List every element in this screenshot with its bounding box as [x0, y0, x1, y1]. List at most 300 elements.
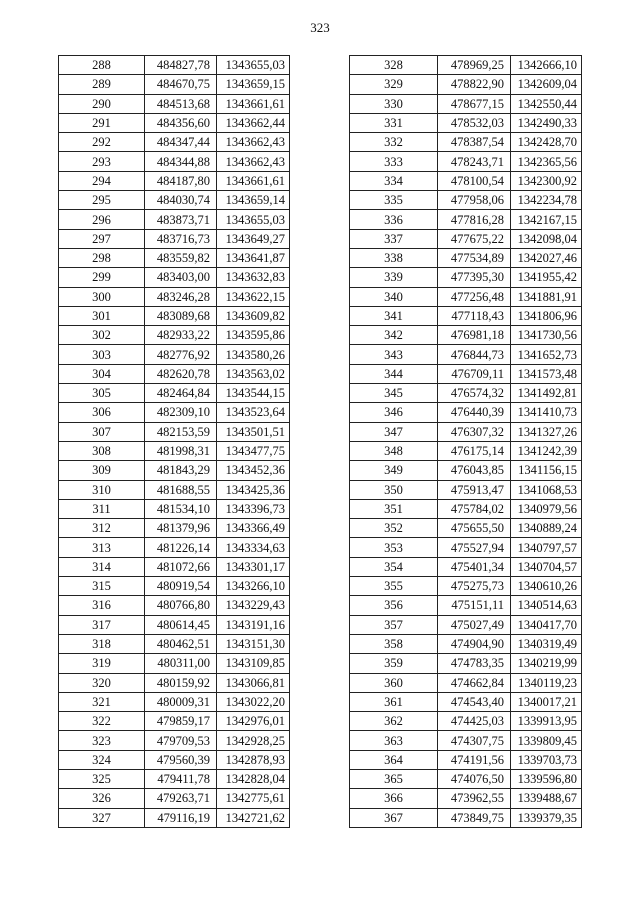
y-coordinate-cell: 1342428,70 [511, 133, 582, 152]
point-number-cell: 309 [59, 461, 145, 480]
point-number-cell: 345 [350, 384, 438, 403]
table-row [59, 287, 290, 306]
y-coordinate-cell: 1340704,57 [511, 557, 582, 576]
y-coordinate-cell: 1339913,95 [511, 712, 582, 731]
x-coordinate-cell: 475527,94 [438, 538, 511, 557]
x-coordinate-cell: 474662,84 [438, 673, 511, 692]
x-coordinate-cell: 483559,82 [145, 248, 217, 267]
table-row [350, 210, 582, 229]
y-coordinate-cell: 1343662,43 [217, 152, 290, 171]
x-coordinate-cell: 484347,44 [145, 133, 217, 152]
point-number-cell: 342 [350, 326, 438, 345]
table-row [59, 519, 290, 538]
point-number-cell: 339 [350, 268, 438, 287]
table-row [59, 422, 290, 441]
table-row [350, 538, 582, 557]
point-number-cell: 332 [350, 133, 438, 152]
table-row [350, 422, 582, 441]
point-number-cell: 351 [350, 499, 438, 518]
point-number-cell: 293 [59, 152, 145, 171]
table-row [350, 171, 582, 190]
y-coordinate-cell: 1341806,96 [511, 306, 582, 325]
x-coordinate-cell: 474191,56 [438, 750, 511, 769]
table-row [59, 480, 290, 499]
table-row [59, 769, 290, 788]
y-coordinate-cell: 1343452,36 [217, 461, 290, 480]
point-number-cell: 302 [59, 326, 145, 345]
y-coordinate-cell: 1340514,63 [511, 596, 582, 615]
table-row [350, 634, 582, 653]
x-coordinate-cell: 484827,78 [145, 56, 217, 75]
point-number-cell: 335 [350, 191, 438, 210]
x-coordinate-cell: 478532,03 [438, 113, 511, 132]
point-number-cell: 361 [350, 692, 438, 711]
x-coordinate-cell: 481843,29 [145, 461, 217, 480]
table-row [59, 615, 290, 634]
x-coordinate-cell: 480009,31 [145, 692, 217, 711]
y-coordinate-cell: 1343151,30 [217, 634, 290, 653]
x-coordinate-cell: 480159,92 [145, 673, 217, 692]
x-coordinate-cell: 484030,74 [145, 191, 217, 210]
x-coordinate-cell: 479709,53 [145, 731, 217, 750]
point-number-cell: 305 [59, 384, 145, 403]
x-coordinate-cell: 474783,35 [438, 654, 511, 673]
table-row [350, 654, 582, 673]
y-coordinate-cell: 1341327,26 [511, 422, 582, 441]
point-number-cell: 348 [350, 441, 438, 460]
table-row [59, 56, 290, 75]
y-coordinate-cell: 1342234,78 [511, 191, 582, 210]
point-number-cell: 303 [59, 345, 145, 364]
y-coordinate-cell: 1343301,17 [217, 557, 290, 576]
y-coordinate-cell: 1340119,23 [511, 673, 582, 692]
table-row [59, 113, 290, 132]
x-coordinate-cell: 481072,66 [145, 557, 217, 576]
point-number-cell: 346 [350, 403, 438, 422]
point-number-cell: 341 [350, 306, 438, 325]
y-coordinate-cell: 1339703,73 [511, 750, 582, 769]
x-coordinate-cell: 476440,39 [438, 403, 511, 422]
point-number-cell: 344 [350, 364, 438, 383]
x-coordinate-cell: 483873,71 [145, 210, 217, 229]
coordinates-table-left [58, 55, 290, 828]
y-coordinate-cell: 1341242,39 [511, 441, 582, 460]
y-coordinate-cell: 1340219,99 [511, 654, 582, 673]
table-row [59, 152, 290, 171]
point-number-cell: 366 [350, 789, 438, 808]
point-number-cell: 326 [59, 789, 145, 808]
y-coordinate-cell: 1343366,49 [217, 519, 290, 538]
point-number-cell: 312 [59, 519, 145, 538]
y-coordinate-cell: 1343066,81 [217, 673, 290, 692]
table-row [59, 538, 290, 557]
x-coordinate-cell: 480311,00 [145, 654, 217, 673]
x-coordinate-cell: 483403,00 [145, 268, 217, 287]
y-coordinate-cell: 1342365,56 [511, 152, 582, 171]
x-coordinate-cell: 474904,90 [438, 634, 511, 653]
x-coordinate-cell: 474307,75 [438, 731, 511, 750]
point-number-cell: 291 [59, 113, 145, 132]
table-row [350, 596, 582, 615]
x-coordinate-cell: 480614,45 [145, 615, 217, 634]
point-number-cell: 362 [350, 712, 438, 731]
table-row [59, 210, 290, 229]
x-coordinate-cell: 475027,49 [438, 615, 511, 634]
table-row [59, 808, 290, 827]
point-number-cell: 306 [59, 403, 145, 422]
x-coordinate-cell: 482933,22 [145, 326, 217, 345]
y-coordinate-cell: 1340017,21 [511, 692, 582, 711]
point-number-cell: 347 [350, 422, 438, 441]
point-number-cell: 343 [350, 345, 438, 364]
y-coordinate-cell: 1342027,46 [511, 248, 582, 267]
y-coordinate-cell: 1342976,01 [217, 712, 290, 731]
x-coordinate-cell: 480766,80 [145, 596, 217, 615]
x-coordinate-cell: 475913,47 [438, 480, 511, 499]
table-row [59, 133, 290, 152]
table-row [350, 306, 582, 325]
point-number-cell: 317 [59, 615, 145, 634]
y-coordinate-cell: 1343595,86 [217, 326, 290, 345]
y-coordinate-cell: 1341156,15 [511, 461, 582, 480]
y-coordinate-cell: 1342550,44 [511, 94, 582, 113]
table-row [350, 287, 582, 306]
point-number-cell: 300 [59, 287, 145, 306]
table-row [350, 345, 582, 364]
point-number-cell: 299 [59, 268, 145, 287]
table-row [350, 152, 582, 171]
table-row [350, 75, 582, 94]
y-coordinate-cell: 1342609,04 [511, 75, 582, 94]
table-row [350, 692, 582, 711]
point-number-cell: 311 [59, 499, 145, 518]
x-coordinate-cell: 476175,14 [438, 441, 511, 460]
table-row [59, 229, 290, 248]
x-coordinate-cell: 475401,34 [438, 557, 511, 576]
point-number-cell: 290 [59, 94, 145, 113]
y-coordinate-cell: 1343229,43 [217, 596, 290, 615]
point-number-cell: 319 [59, 654, 145, 673]
table-row [59, 461, 290, 480]
y-coordinate-cell: 1343523,64 [217, 403, 290, 422]
table-row [350, 268, 582, 287]
y-coordinate-cell: 1343659,15 [217, 75, 290, 94]
table-row [350, 56, 582, 75]
y-coordinate-cell: 1343662,44 [217, 113, 290, 132]
point-number-cell: 314 [59, 557, 145, 576]
x-coordinate-cell: 482620,78 [145, 364, 217, 383]
point-number-cell: 310 [59, 480, 145, 499]
x-coordinate-cell: 478822,90 [438, 75, 511, 94]
y-coordinate-cell: 1342878,93 [217, 750, 290, 769]
x-coordinate-cell: 483716,73 [145, 229, 217, 248]
x-coordinate-cell: 484670,75 [145, 75, 217, 94]
y-coordinate-cell: 1343661,61 [217, 94, 290, 113]
x-coordinate-cell: 484356,60 [145, 113, 217, 132]
x-coordinate-cell: 479560,39 [145, 750, 217, 769]
table-row [59, 712, 290, 731]
table-row [59, 750, 290, 769]
table-row [59, 248, 290, 267]
table-row [59, 403, 290, 422]
y-coordinate-cell: 1343477,75 [217, 441, 290, 460]
coordinates-table-right-body [350, 56, 582, 828]
y-coordinate-cell: 1343396,73 [217, 499, 290, 518]
x-coordinate-cell: 476043,85 [438, 461, 511, 480]
y-coordinate-cell: 1341955,42 [511, 268, 582, 287]
y-coordinate-cell: 1340889,24 [511, 519, 582, 538]
y-coordinate-cell: 1343655,03 [217, 210, 290, 229]
x-coordinate-cell: 480462,51 [145, 634, 217, 653]
y-coordinate-cell: 1340797,57 [511, 538, 582, 557]
point-number-cell: 308 [59, 441, 145, 460]
y-coordinate-cell: 1343191,16 [217, 615, 290, 634]
point-number-cell: 360 [350, 673, 438, 692]
point-number-cell: 321 [59, 692, 145, 711]
table-row [59, 94, 290, 113]
table-row [59, 557, 290, 576]
y-coordinate-cell: 1341410,73 [511, 403, 582, 422]
table-row [59, 789, 290, 808]
table-row [59, 499, 290, 518]
table-row [59, 673, 290, 692]
point-number-cell: 295 [59, 191, 145, 210]
x-coordinate-cell: 474425,03 [438, 712, 511, 731]
y-coordinate-cell: 1339488,67 [511, 789, 582, 808]
table-row [350, 750, 582, 769]
y-coordinate-cell: 1342828,04 [217, 769, 290, 788]
point-number-cell: 316 [59, 596, 145, 615]
point-number-cell: 357 [350, 615, 438, 634]
point-number-cell: 325 [59, 769, 145, 788]
x-coordinate-cell: 479116,19 [145, 808, 217, 827]
x-coordinate-cell: 476307,32 [438, 422, 511, 441]
table-row [350, 731, 582, 750]
x-coordinate-cell: 478677,15 [438, 94, 511, 113]
point-number-cell: 336 [350, 210, 438, 229]
point-number-cell: 365 [350, 769, 438, 788]
x-coordinate-cell: 475151,11 [438, 596, 511, 615]
y-coordinate-cell: 1343109,85 [217, 654, 290, 673]
y-coordinate-cell: 1343563,02 [217, 364, 290, 383]
y-coordinate-cell: 1343544,15 [217, 384, 290, 403]
y-coordinate-cell: 1340319,49 [511, 634, 582, 653]
table-row [350, 191, 582, 210]
table-row [350, 789, 582, 808]
point-number-cell: 353 [350, 538, 438, 557]
coordinates-table-right [349, 55, 582, 828]
point-number-cell: 318 [59, 634, 145, 653]
x-coordinate-cell: 482153,59 [145, 422, 217, 441]
x-coordinate-cell: 481534,10 [145, 499, 217, 518]
point-number-cell: 327 [59, 808, 145, 827]
y-coordinate-cell: 1339596,80 [511, 769, 582, 788]
point-number-cell: 340 [350, 287, 438, 306]
x-coordinate-cell: 477816,28 [438, 210, 511, 229]
point-number-cell: 298 [59, 248, 145, 267]
table-row [59, 191, 290, 210]
x-coordinate-cell: 482309,10 [145, 403, 217, 422]
x-coordinate-cell: 477395,30 [438, 268, 511, 287]
x-coordinate-cell: 481226,14 [145, 538, 217, 557]
point-number-cell: 313 [59, 538, 145, 557]
table-row [59, 326, 290, 345]
table-row [59, 731, 290, 750]
x-coordinate-cell: 480919,54 [145, 577, 217, 596]
table-row [350, 557, 582, 576]
table-row [350, 577, 582, 596]
y-coordinate-cell: 1343334,63 [217, 538, 290, 557]
table-row [59, 171, 290, 190]
table-row [59, 692, 290, 711]
table-row [350, 808, 582, 827]
y-coordinate-cell: 1343655,03 [217, 56, 290, 75]
x-coordinate-cell: 476574,32 [438, 384, 511, 403]
point-number-cell: 304 [59, 364, 145, 383]
point-number-cell: 350 [350, 480, 438, 499]
x-coordinate-cell: 477118,43 [438, 306, 511, 325]
x-coordinate-cell: 479263,71 [145, 789, 217, 808]
table-row [350, 441, 582, 460]
table-row [59, 364, 290, 383]
table-row [59, 654, 290, 673]
x-coordinate-cell: 475784,02 [438, 499, 511, 518]
y-coordinate-cell: 1342490,33 [511, 113, 582, 132]
y-coordinate-cell: 1342721,62 [217, 808, 290, 827]
point-number-cell: 355 [350, 577, 438, 596]
x-coordinate-cell: 477675,22 [438, 229, 511, 248]
table-row [350, 229, 582, 248]
y-coordinate-cell: 1343641,87 [217, 248, 290, 267]
y-coordinate-cell: 1341492,81 [511, 384, 582, 403]
y-coordinate-cell: 1343622,15 [217, 287, 290, 306]
table-row [350, 133, 582, 152]
point-number-cell: 331 [350, 113, 438, 132]
x-coordinate-cell: 475275,73 [438, 577, 511, 596]
table-row [59, 306, 290, 325]
point-number-cell: 333 [350, 152, 438, 171]
x-coordinate-cell: 482776,92 [145, 345, 217, 364]
y-coordinate-cell: 1343659,14 [217, 191, 290, 210]
point-number-cell: 338 [350, 248, 438, 267]
x-coordinate-cell: 481998,31 [145, 441, 217, 460]
y-coordinate-cell: 1341573,48 [511, 364, 582, 383]
point-number-cell: 356 [350, 596, 438, 615]
y-coordinate-cell: 1343632,83 [217, 268, 290, 287]
point-number-cell: 337 [350, 229, 438, 248]
x-coordinate-cell: 476844,73 [438, 345, 511, 364]
table-row [350, 673, 582, 692]
point-number-cell: 329 [350, 75, 438, 94]
point-number-cell: 324 [59, 750, 145, 769]
y-coordinate-cell: 1341652,73 [511, 345, 582, 364]
y-coordinate-cell: 1343266,10 [217, 577, 290, 596]
y-coordinate-cell: 1342928,25 [217, 731, 290, 750]
table-row [59, 384, 290, 403]
table-row [350, 326, 582, 345]
table-row [59, 345, 290, 364]
y-coordinate-cell: 1340979,56 [511, 499, 582, 518]
y-coordinate-cell: 1342666,10 [511, 56, 582, 75]
point-number-cell: 294 [59, 171, 145, 190]
x-coordinate-cell: 481688,55 [145, 480, 217, 499]
x-coordinate-cell: 474076,50 [438, 769, 511, 788]
x-coordinate-cell: 476981,18 [438, 326, 511, 345]
y-coordinate-cell: 1341730,56 [511, 326, 582, 345]
point-number-cell: 328 [350, 56, 438, 75]
y-coordinate-cell: 1342098,04 [511, 229, 582, 248]
table-row [350, 384, 582, 403]
y-coordinate-cell: 1343649,27 [217, 229, 290, 248]
point-number-cell: 364 [350, 750, 438, 769]
x-coordinate-cell: 482464,84 [145, 384, 217, 403]
point-number-cell: 334 [350, 171, 438, 190]
x-coordinate-cell: 474543,40 [438, 692, 511, 711]
point-number-cell: 352 [350, 519, 438, 538]
point-number-cell: 358 [350, 634, 438, 653]
x-coordinate-cell: 477534,89 [438, 248, 511, 267]
x-coordinate-cell: 481379,96 [145, 519, 217, 538]
point-number-cell: 323 [59, 731, 145, 750]
point-number-cell: 289 [59, 75, 145, 94]
y-coordinate-cell: 1343661,61 [217, 171, 290, 190]
x-coordinate-cell: 483089,68 [145, 306, 217, 325]
table-row [59, 577, 290, 596]
point-number-cell: 367 [350, 808, 438, 827]
x-coordinate-cell: 477256,48 [438, 287, 511, 306]
page-number: 323 [310, 20, 330, 35]
y-coordinate-cell: 1343501,51 [217, 422, 290, 441]
y-coordinate-cell: 1343425,36 [217, 480, 290, 499]
coordinates-table-left-body [59, 56, 290, 828]
table-row [350, 94, 582, 113]
y-coordinate-cell: 1343580,26 [217, 345, 290, 364]
x-coordinate-cell: 483246,28 [145, 287, 217, 306]
table-row [350, 403, 582, 422]
point-number-cell: 354 [350, 557, 438, 576]
table-row [350, 480, 582, 499]
x-coordinate-cell: 478387,54 [438, 133, 511, 152]
point-number-cell: 322 [59, 712, 145, 731]
y-coordinate-cell: 1342775,61 [217, 789, 290, 808]
y-coordinate-cell: 1340610,26 [511, 577, 582, 596]
table-row [350, 461, 582, 480]
table-row [350, 615, 582, 634]
y-coordinate-cell: 1339379,35 [511, 808, 582, 827]
point-number-cell: 296 [59, 210, 145, 229]
y-coordinate-cell: 1343662,43 [217, 133, 290, 152]
point-number-cell: 292 [59, 133, 145, 152]
table-row [59, 634, 290, 653]
table-row [350, 364, 582, 383]
table-row [350, 113, 582, 132]
x-coordinate-cell: 479411,78 [145, 769, 217, 788]
table-row [350, 499, 582, 518]
table-row [350, 769, 582, 788]
x-coordinate-cell: 484513,68 [145, 94, 217, 113]
x-coordinate-cell: 478243,71 [438, 152, 511, 171]
x-coordinate-cell: 479859,17 [145, 712, 217, 731]
x-coordinate-cell: 478100,54 [438, 171, 511, 190]
point-number-cell: 297 [59, 229, 145, 248]
point-number-cell: 320 [59, 673, 145, 692]
point-number-cell: 330 [350, 94, 438, 113]
y-coordinate-cell: 1342300,92 [511, 171, 582, 190]
y-coordinate-cell: 1341881,91 [511, 287, 582, 306]
point-number-cell: 315 [59, 577, 145, 596]
x-coordinate-cell: 484344,88 [145, 152, 217, 171]
y-coordinate-cell: 1343022,20 [217, 692, 290, 711]
